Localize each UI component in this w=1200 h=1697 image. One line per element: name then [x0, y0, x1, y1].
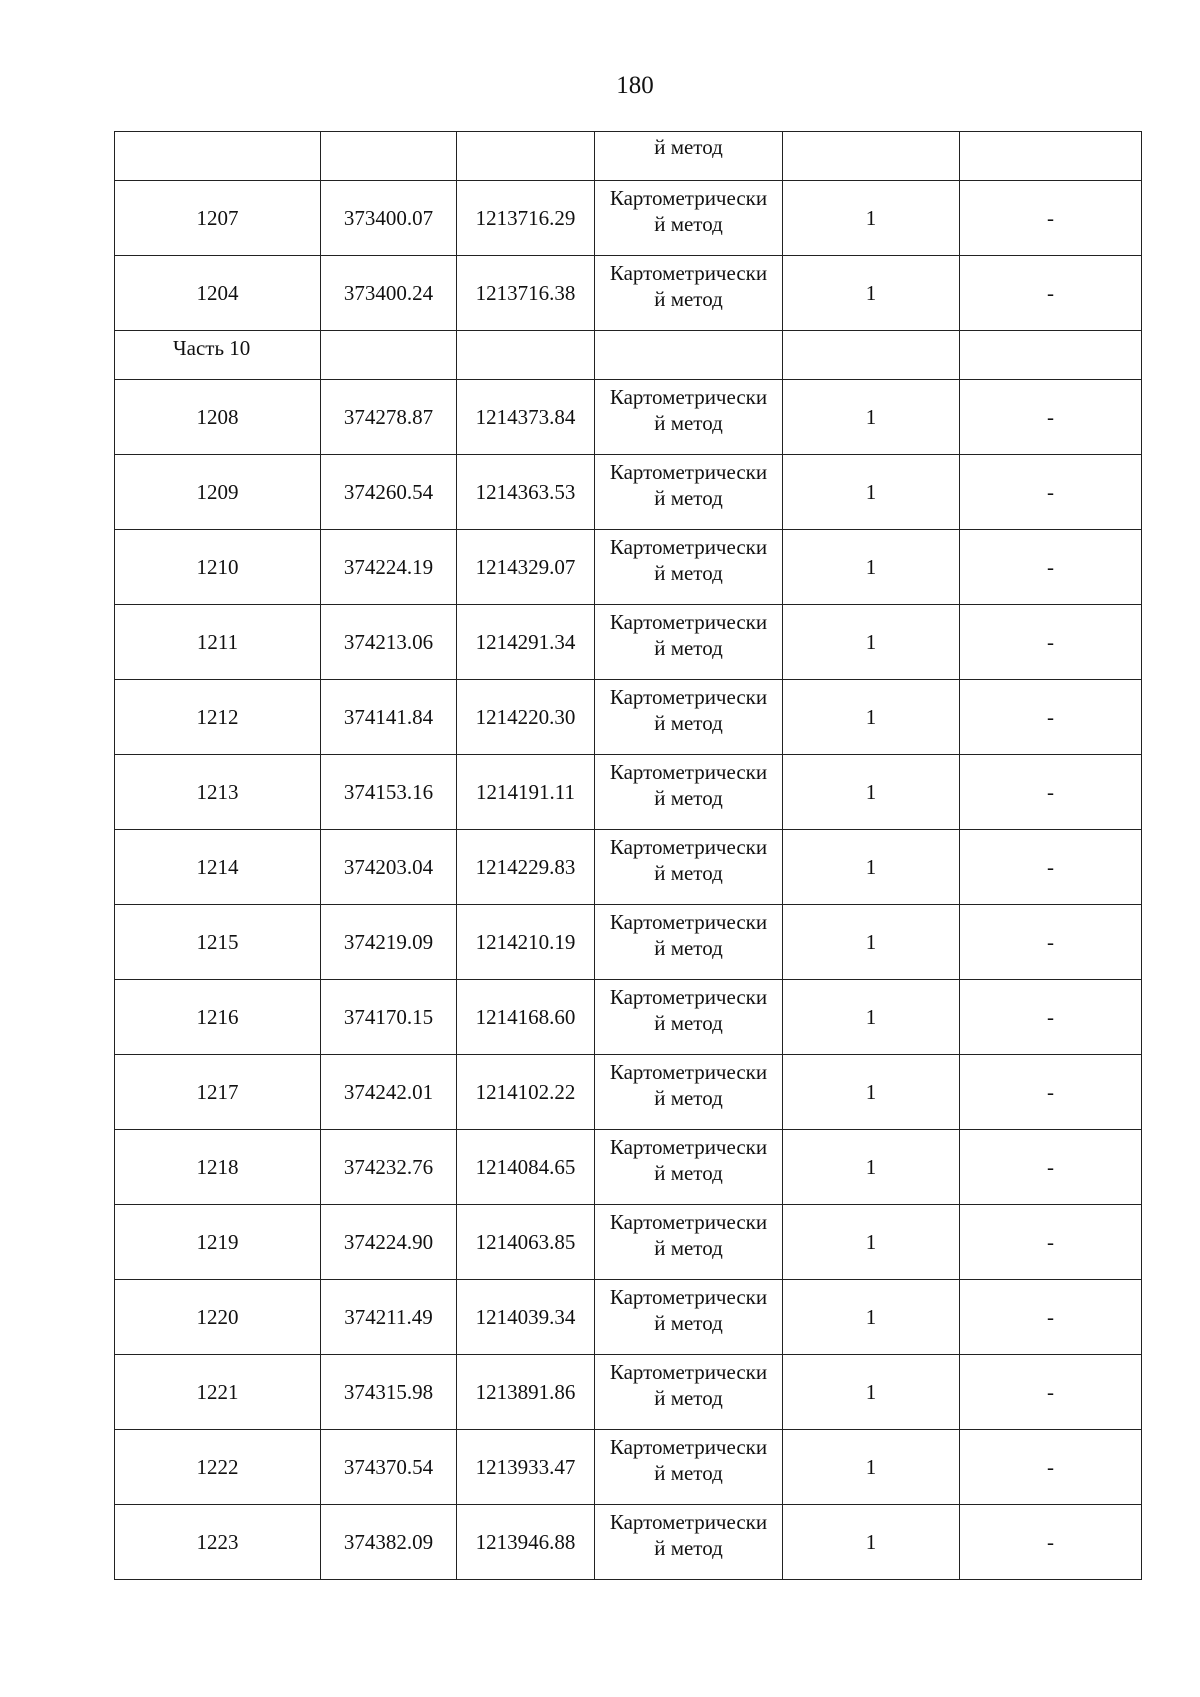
table-row — [115, 830, 1142, 905]
note-cell — [960, 132, 1142, 181]
empty-cell — [457, 331, 595, 380]
method-cell — [595, 1430, 783, 1505]
accuracy-cell: 1 — [783, 1055, 960, 1130]
method-cell — [595, 1055, 783, 1130]
x-coordinate-cell: 374153.16 — [321, 755, 457, 830]
method-line-1: Картометрически — [609, 1060, 768, 1084]
table-row — [115, 380, 1142, 455]
page-number: 180 — [616, 72, 654, 99]
method-cell — [595, 1355, 783, 1430]
table-body — [115, 132, 1142, 1580]
method-line-2: й метод — [654, 1536, 723, 1560]
x-cell — [321, 132, 457, 181]
method-cell — [595, 680, 783, 755]
method-line-2: й метод — [654, 287, 723, 311]
method-line-2: й метод — [654, 411, 723, 435]
y-coordinate-cell: 1214168.60 — [457, 980, 595, 1055]
y-coordinate-cell: 1214291.34 — [457, 605, 595, 680]
x-coordinate-cell: 374224.19 — [321, 530, 457, 605]
table-row — [115, 256, 1142, 331]
note-cell: - — [960, 905, 1142, 980]
accuracy-cell: 1 — [783, 1130, 960, 1205]
method-cell — [595, 755, 783, 830]
x-coordinate-cell: 374260.54 — [321, 455, 457, 530]
y-coordinate-cell: 1213946.88 — [457, 1505, 595, 1580]
y-coordinate-cell: 1214210.19 — [457, 905, 595, 980]
y-coordinate-cell: 1214102.22 — [457, 1055, 595, 1130]
accuracy-cell: 1 — [783, 1280, 960, 1355]
table-row — [115, 1205, 1142, 1280]
x-coordinate-cell: 374315.98 — [321, 1355, 457, 1430]
x-coordinate-cell: 374211.49 — [321, 1280, 457, 1355]
method-line-1: Картометрически — [609, 985, 768, 1009]
method-line-2: й метод — [654, 1311, 723, 1335]
method-cell — [595, 605, 783, 680]
table-row — [115, 755, 1142, 830]
note-cell: - — [960, 1205, 1142, 1280]
note-cell: - — [960, 680, 1142, 755]
point-number-cell: 1213 — [115, 755, 321, 830]
note-cell: - — [960, 380, 1142, 455]
method-cell — [595, 256, 783, 331]
note-cell: - — [960, 1505, 1142, 1580]
note-cell: - — [960, 1055, 1142, 1130]
x-coordinate-cell: 374232.76 — [321, 1130, 457, 1205]
point-number-cell: 1219 — [115, 1205, 321, 1280]
note-cell: - — [960, 980, 1142, 1055]
empty-cell — [321, 331, 457, 380]
table-row — [115, 1505, 1142, 1580]
table-row — [115, 1130, 1142, 1205]
continuation-row — [115, 132, 1142, 181]
note-cell: - — [960, 181, 1142, 256]
note-cell: - — [960, 755, 1142, 830]
table-row — [115, 1280, 1142, 1355]
method-line-1: Картометрически — [609, 1510, 768, 1534]
point-number-cell: 1217 — [115, 1055, 321, 1130]
point-number-cell: 1220 — [115, 1280, 321, 1355]
accuracy-cell: 1 — [783, 380, 960, 455]
accuracy-cell — [783, 132, 960, 181]
method-line-2: й метод — [654, 1461, 723, 1485]
x-coordinate-cell: 373400.07 — [321, 181, 457, 256]
method-cell — [595, 830, 783, 905]
accuracy-cell: 1 — [783, 256, 960, 331]
method-cell — [595, 980, 783, 1055]
method-cell — [595, 380, 783, 455]
accuracy-cell: 1 — [783, 980, 960, 1055]
point-number-cell: 1211 — [115, 605, 321, 680]
point-number-cell: 1214 — [115, 830, 321, 905]
method-cell — [595, 1205, 783, 1280]
method-line-1: Картометрически — [609, 1135, 768, 1159]
note-cell: - — [960, 1130, 1142, 1205]
note-cell: - — [960, 455, 1142, 530]
x-coordinate-cell: 374224.90 — [321, 1205, 457, 1280]
point-number-cell: 1204 — [115, 256, 321, 331]
method-cell — [595, 530, 783, 605]
method-line-1: Картометрически — [609, 760, 768, 784]
accuracy-cell: 1 — [783, 1205, 960, 1280]
note-cell: - — [960, 830, 1142, 905]
part-header-row — [115, 331, 1142, 380]
method-line-2: й метод — [654, 1386, 723, 1410]
y-coordinate-cell: 1214229.83 — [457, 830, 595, 905]
part-label: Часть 10 — [115, 331, 321, 380]
method-cell — [595, 455, 783, 530]
note-cell: - — [960, 1355, 1142, 1430]
empty-cell — [783, 331, 960, 380]
method-line-2: й метод — [654, 711, 723, 735]
method-cell — [595, 1130, 783, 1205]
method-line-1: Картометрически — [609, 186, 768, 210]
y-coordinate-cell: 1214084.65 — [457, 1130, 595, 1205]
note-cell: - — [960, 1280, 1142, 1355]
point-number-cell: 1209 — [115, 455, 321, 530]
method-line-1: Картометрически — [609, 1435, 768, 1459]
table-row — [115, 1055, 1142, 1130]
method-line-2: й метод — [654, 1086, 723, 1110]
method-line-2: й метод — [654, 212, 723, 236]
note-cell: - — [960, 530, 1142, 605]
x-coordinate-cell: 374370.54 — [321, 1430, 457, 1505]
coordinates-table — [114, 131, 1142, 1580]
accuracy-cell: 1 — [783, 680, 960, 755]
point-number-cell: 1208 — [115, 380, 321, 455]
accuracy-cell: 1 — [783, 905, 960, 980]
y-coordinate-cell: 1213716.38 — [457, 256, 595, 331]
table-row — [115, 1355, 1142, 1430]
table-row — [115, 181, 1142, 256]
table-row — [115, 530, 1142, 605]
y-coordinate-cell: 1214329.07 — [457, 530, 595, 605]
method-cell — [595, 1505, 783, 1580]
method-line-1: Картометрически — [609, 460, 768, 484]
method-cell — [595, 181, 783, 256]
point-number-cell: 1222 — [115, 1430, 321, 1505]
method-cell — [595, 1280, 783, 1355]
y-coordinate-cell: 1213716.29 — [457, 181, 595, 256]
x-coordinate-cell: 374213.06 — [321, 605, 457, 680]
accuracy-cell: 1 — [783, 830, 960, 905]
x-coordinate-cell: 374141.84 — [321, 680, 457, 755]
accuracy-cell: 1 — [783, 755, 960, 830]
method-line-1: Картометрически — [609, 535, 768, 559]
point-number-cell: 1223 — [115, 1505, 321, 1580]
y-cell — [457, 132, 595, 181]
y-coordinate-cell: 1214039.34 — [457, 1280, 595, 1355]
table-row — [115, 455, 1142, 530]
table-row — [115, 680, 1142, 755]
method-line-1: Картометрически — [609, 835, 768, 859]
x-coordinate-cell: 374170.15 — [321, 980, 457, 1055]
y-coordinate-cell: 1214063.85 — [457, 1205, 595, 1280]
point-number-cell: 1212 — [115, 680, 321, 755]
accuracy-cell: 1 — [783, 1430, 960, 1505]
method-line-1: Картометрически — [609, 685, 768, 709]
method-line-1: Картометрически — [609, 910, 768, 934]
method-line-2: й метод — [654, 636, 723, 660]
method-line-1: Картометрически — [609, 1210, 768, 1234]
method-line-2: й метод — [654, 786, 723, 810]
table-row — [115, 980, 1142, 1055]
method-line-1: Картометрически — [609, 610, 768, 634]
y-coordinate-cell: 1213933.47 — [457, 1430, 595, 1505]
method-line-1: Картометрически — [609, 261, 768, 285]
x-coordinate-cell: 374203.04 — [321, 830, 457, 905]
accuracy-cell: 1 — [783, 530, 960, 605]
accuracy-cell: 1 — [783, 181, 960, 256]
method-line-1: Картометрически — [609, 385, 768, 409]
x-coordinate-cell: 374382.09 — [321, 1505, 457, 1580]
x-coordinate-cell: 374242.01 — [321, 1055, 457, 1130]
point-cell — [115, 132, 321, 181]
method-line-2: й метод — [654, 561, 723, 585]
empty-cell — [960, 331, 1142, 380]
accuracy-cell: 1 — [783, 605, 960, 680]
method-line-1: Картометрически — [609, 1360, 768, 1384]
method-line-2: й метод — [654, 861, 723, 885]
method-line-2: й метод — [654, 1161, 723, 1185]
method-cell — [595, 905, 783, 980]
y-coordinate-cell: 1214363.53 — [457, 455, 595, 530]
y-coordinate-cell: 1214220.30 — [457, 680, 595, 755]
y-coordinate-cell: 1214191.11 — [457, 755, 595, 830]
method-line-2: й метод — [654, 936, 723, 960]
note-cell: - — [960, 605, 1142, 680]
note-cell: - — [960, 256, 1142, 331]
table-row — [115, 905, 1142, 980]
point-number-cell: 1216 — [115, 980, 321, 1055]
method-line-2: й метод — [654, 1236, 723, 1260]
point-number-cell: 1210 — [115, 530, 321, 605]
table-row — [115, 605, 1142, 680]
empty-cell — [595, 331, 783, 380]
method-line-2: й метод — [654, 1011, 723, 1035]
note-cell: - — [960, 1430, 1142, 1505]
point-number-cell: 1218 — [115, 1130, 321, 1205]
point-number-cell: 1221 — [115, 1355, 321, 1430]
method-line-2: й метод — [654, 486, 723, 510]
method-line-1: Картометрически — [609, 1285, 768, 1309]
accuracy-cell: 1 — [783, 1505, 960, 1580]
accuracy-cell: 1 — [783, 1355, 960, 1430]
y-coordinate-cell: 1213891.86 — [457, 1355, 595, 1430]
x-coordinate-cell: 374219.09 — [321, 905, 457, 980]
table-row — [115, 1430, 1142, 1505]
point-number-cell: 1207 — [115, 181, 321, 256]
y-coordinate-cell: 1214373.84 — [457, 380, 595, 455]
accuracy-cell: 1 — [783, 455, 960, 530]
x-coordinate-cell: 373400.24 — [321, 256, 457, 331]
x-coordinate-cell: 374278.87 — [321, 380, 457, 455]
method-cell: й метод — [595, 132, 783, 181]
point-number-cell: 1215 — [115, 905, 321, 980]
